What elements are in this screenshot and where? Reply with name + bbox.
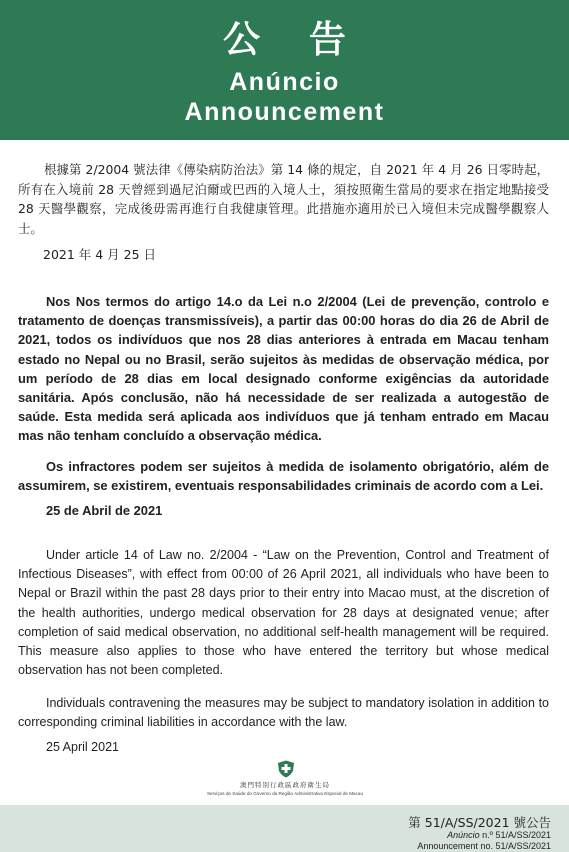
- english-paragraph-2: Individuals contravening the measures may be subject to mandatory isolation in addition to corresponding criminal liabilities in accordance with the law.: [18, 696, 549, 730]
- reference-chinese: 第 51/A/SS/2021 號公告: [408, 815, 551, 830]
- logo-name-portuguese: Serviços de Saúde do Governo da Região Administrativa Especial de Macau: [206, 791, 364, 796]
- chinese-date: 2021 年 4 月 25 日: [43, 247, 157, 262]
- english-paragraph-1: Under article 14 of Law no. 2/2004 - “Law on the Prevention, Control and Treatment of Infectious Diseases”, with effect from 00:00 of 26 April 2021, all individuals who have been to Nepal or Brazil within the past 28 days prior to their entry into Macao must, at the discretion of the health authorities, undergo medical observation for 28 days at designated venue; after completion of said medical observation, no additional self-health management will be required. This measure also applies to those who have entered the territory but whose medical observation has not been completed.: [18, 548, 549, 678]
- chinese-body: 根據第 2/2004 號法律《傳染病防治法》第 14 條的規定，自 2021 年 4 月 26 日零時起，所有在入境前 28 天曾經到過尼泊爾或巴西的入境人士，須按照衛生當局的要求在指定地點接受 28 天醫學觀察，完成後毋需再進行自我健康管理。此措施亦適用於已入境但未完成醫學觀察人士。: [18, 162, 549, 236]
- health-bureau-emblem-icon: [277, 760, 295, 778]
- portuguese-paragraph-1: Nos Nos termos do artigo 14.o da Lei n.o 2/2004 (Lei de prevenção, controlo e tratamento de doenças transmissíveis), a partir das 00:00 horas do dia 26 de Abril de 2021, todos os indivíduos que nos 28 dias anteriores à entrada em Macau tenham estado no Nepal ou no Brasil, serão sujeitos às medidas de observação médica, por um período de 28 dias em local designado conforme exigências da autoridade sanitária. Após conclusão, não há necessidade de ser realizada a autogestão de saúde. Esta medida será aplicada aos indivíduos que já tenham entrado em Macau mas não tenham concluído a observação médica.: [18, 294, 549, 444]
- reference-portuguese-word: Anúncio: [447, 830, 480, 840]
- logo-name-chinese: 澳門特別行政區政府衛生局: [240, 781, 330, 789]
- announcement-header: [0, 0, 569, 140]
- reference-portuguese: [447, 830, 551, 840]
- portuguese-date: 25 de Abril de 2021: [46, 503, 163, 518]
- portuguese-paragraph-2: Os infractores podem ser sujeitos à medida de isolamento obrigatório, além de assumirem, se existirem, eventuais responsabilidades criminais de acordo com a Lei.: [18, 459, 549, 494]
- english-date: 25 April 2021: [46, 740, 119, 754]
- title-portuguese: Anúncio: [229, 68, 340, 96]
- reference-portuguese-number: n.º 51/A/SS/2021: [479, 830, 551, 840]
- reference-english: Announcement no. 51/A/SS/2021: [417, 841, 551, 851]
- title-chinese: 公 告: [223, 18, 364, 61]
- title-english: Announcement: [184, 98, 385, 126]
- footer-reference: [0, 805, 569, 852]
- health-bureau-logo: [200, 760, 370, 804]
